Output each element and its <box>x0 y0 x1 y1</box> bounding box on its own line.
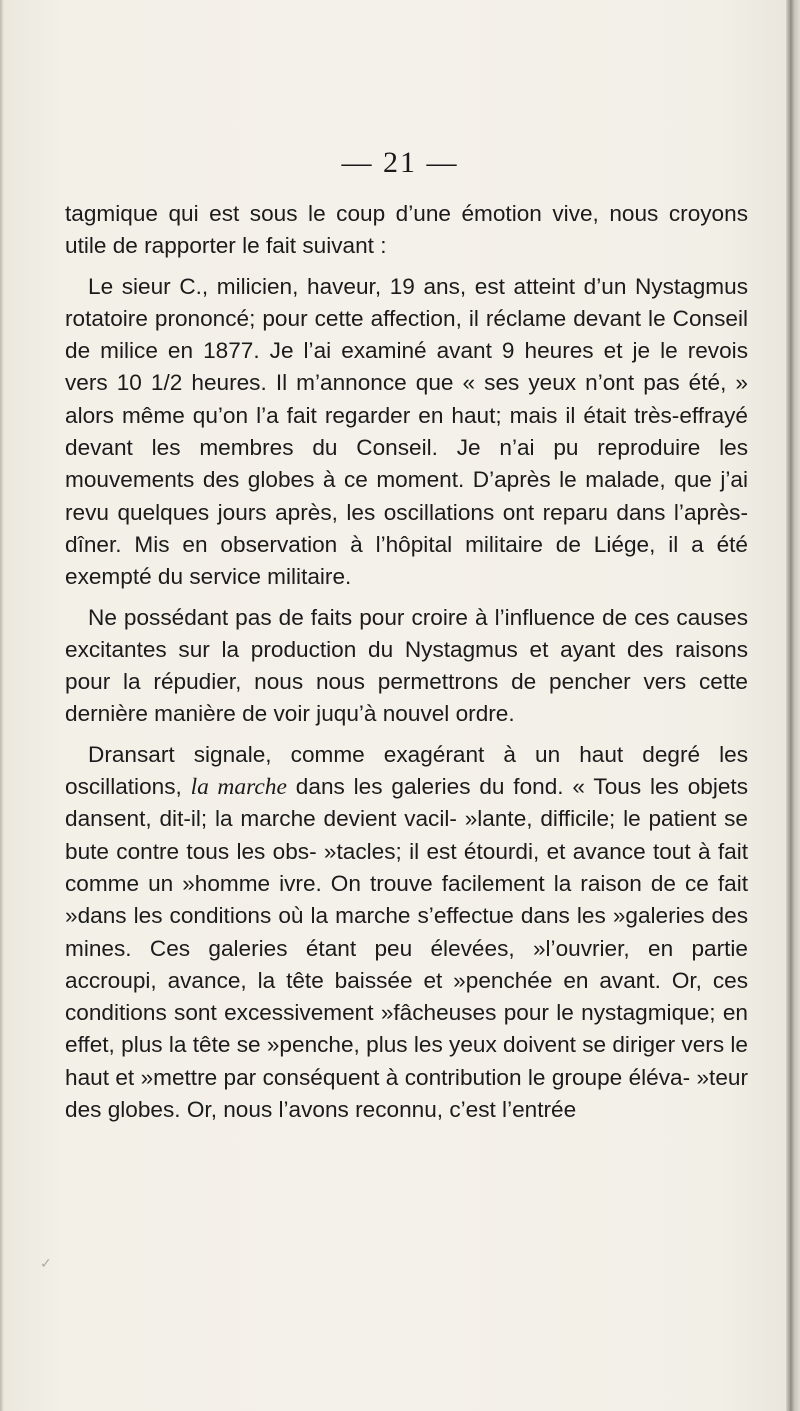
quote-body: dans les galeries du fond. « Tous les objets dansent, dit-il; la marche devient vacil- »lante, difficile; le patient se bute contre tous les obs- »tacles; il est étourdi, et avance tout à fait comme un »homme ivre. On trouve facilement la raison de ce fait »dans les conditions où la marche s’effectue dans les »galeries des mines. Ces galeries étant peu élevées, »l’ouvrier, en partie accroupi, avance, la tête baissée et »penchée en avant. Or, ces conditions sont excessivement »fâcheuses pour le nystagmique; en effet, plus la tête se »penche, plus les yeux doivent se diriger vers le haut et »mettre par conséquent à contribution le groupe éléva- »teur des globes. Or, nous l’avons reconnu, c’est l’entrée <box>65 774 748 1123</box>
margin-mark-icon: ✓ <box>40 1255 52 1271</box>
quote-intro: Dransart signale, comme exagérant à un haut degré les oscillations, <box>65 741 748 800</box>
paragraph-dransart-quote <box>65 739 748 1127</box>
page-number: — 21 — <box>341 146 459 179</box>
emphasis-la-marche: la marche <box>190 774 287 801</box>
paragraph-case-report: Le sieur C., milicien, haveur, 19 ans, est atteint d’un Nystagmus rotatoire prononcé; pour cette affection, il réclame devant le Conseil de milice en 1877. Je l’ai examiné avant 9 heures et je le revois vers 10 1/2 heures. Il m’annonce que « ses yeux n’ont pas été, » alors même qu’on l’a fait regarder en haut; mais il était très-effrayé devant les membres du Conseil. Je n’ai pu reproduire les mouvements des globes à ce moment. D’après le malade, que j’ai revu quelques jours après, les oscillations ont reparu dans l’après-dîner. Mis en observation à l’hôpital militaire de Liége, il a été exempté du service militaire. <box>65 273 748 590</box>
paragraph-continuation: tagmique qui est sous le coup d’une émotion vive, nous croyons utile de rapporter le fait suivant : <box>65 201 748 259</box>
page-right-edge <box>786 0 800 1411</box>
body-text <box>65 198 748 1126</box>
page-left-edge <box>0 0 4 1411</box>
paragraph-hypothesis: Ne possédant pas de faits pour croire à l’influence de ces causes excitantes sur la production du Nystagmus et ayant des raisons pour la répudier, nous nous permettrons de pencher vers cette dernière manière de voir juqu’à nouvel ordre. <box>65 604 748 727</box>
